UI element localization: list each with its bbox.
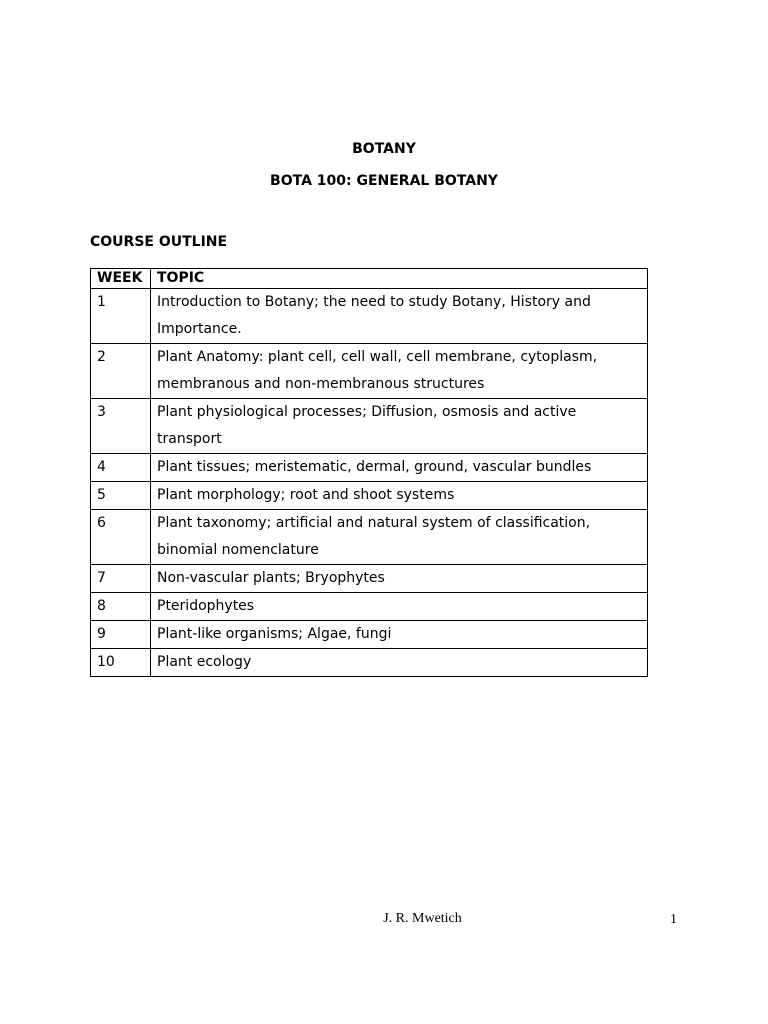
week-cell: 8 — [91, 593, 151, 621]
table-row — [91, 565, 648, 593]
footer-author: J. R. Mwetich — [383, 911, 462, 926]
table-row — [91, 510, 648, 565]
week-cell: 10 — [91, 649, 151, 677]
topic-cell: Plant physiological processes; Diffusion, osmosis and active transport — [151, 399, 648, 454]
table-row — [91, 593, 648, 621]
table-row — [91, 482, 648, 510]
week-cell: 4 — [91, 454, 151, 482]
topic-column-header: TOPIC — [151, 269, 648, 289]
table-header-row — [91, 269, 648, 289]
week-cell: 5 — [91, 482, 151, 510]
topic-cell: Introduction to Botany; the need to study Botany, History and Importance. — [151, 289, 648, 344]
table-row — [91, 649, 648, 677]
topic-cell: Pteridophytes — [151, 593, 648, 621]
table-row — [91, 454, 648, 482]
topic-cell: Plant morphology; root and shoot systems — [151, 482, 648, 510]
document-title: BOTANY — [352, 141, 416, 157]
topic-cell: Plant ecology — [151, 649, 648, 677]
section-heading: COURSE OUTLINE — [90, 234, 228, 250]
week-cell: 7 — [91, 565, 151, 593]
table-row — [91, 289, 648, 344]
topic-cell: Plant tissues; meristematic, dermal, ground, vascular bundles — [151, 454, 648, 482]
week-cell: 1 — [91, 289, 151, 344]
table-row — [91, 344, 648, 399]
table-row — [91, 399, 648, 454]
course-outline-table — [90, 268, 648, 677]
topic-cell: Non-vascular plants; Bryophytes — [151, 565, 648, 593]
table-row — [91, 621, 648, 649]
course-title: BOTA 100: GENERAL BOTANY — [270, 173, 498, 189]
week-cell: 9 — [91, 621, 151, 649]
week-cell: 3 — [91, 399, 151, 454]
week-cell: 2 — [91, 344, 151, 399]
page-number: 1 — [670, 912, 677, 927]
week-cell: 6 — [91, 510, 151, 565]
topic-cell: Plant Anatomy: plant cell, cell wall, cell membrane, cytoplasm, membranous and non-membranous structures — [151, 344, 648, 399]
topic-cell: Plant taxonomy; artificial and natural system of classification, binomial nomenclature — [151, 510, 648, 565]
week-column-header: WEEK — [91, 269, 151, 289]
topic-cell: Plant-like organisms; Algae, fungi — [151, 621, 648, 649]
